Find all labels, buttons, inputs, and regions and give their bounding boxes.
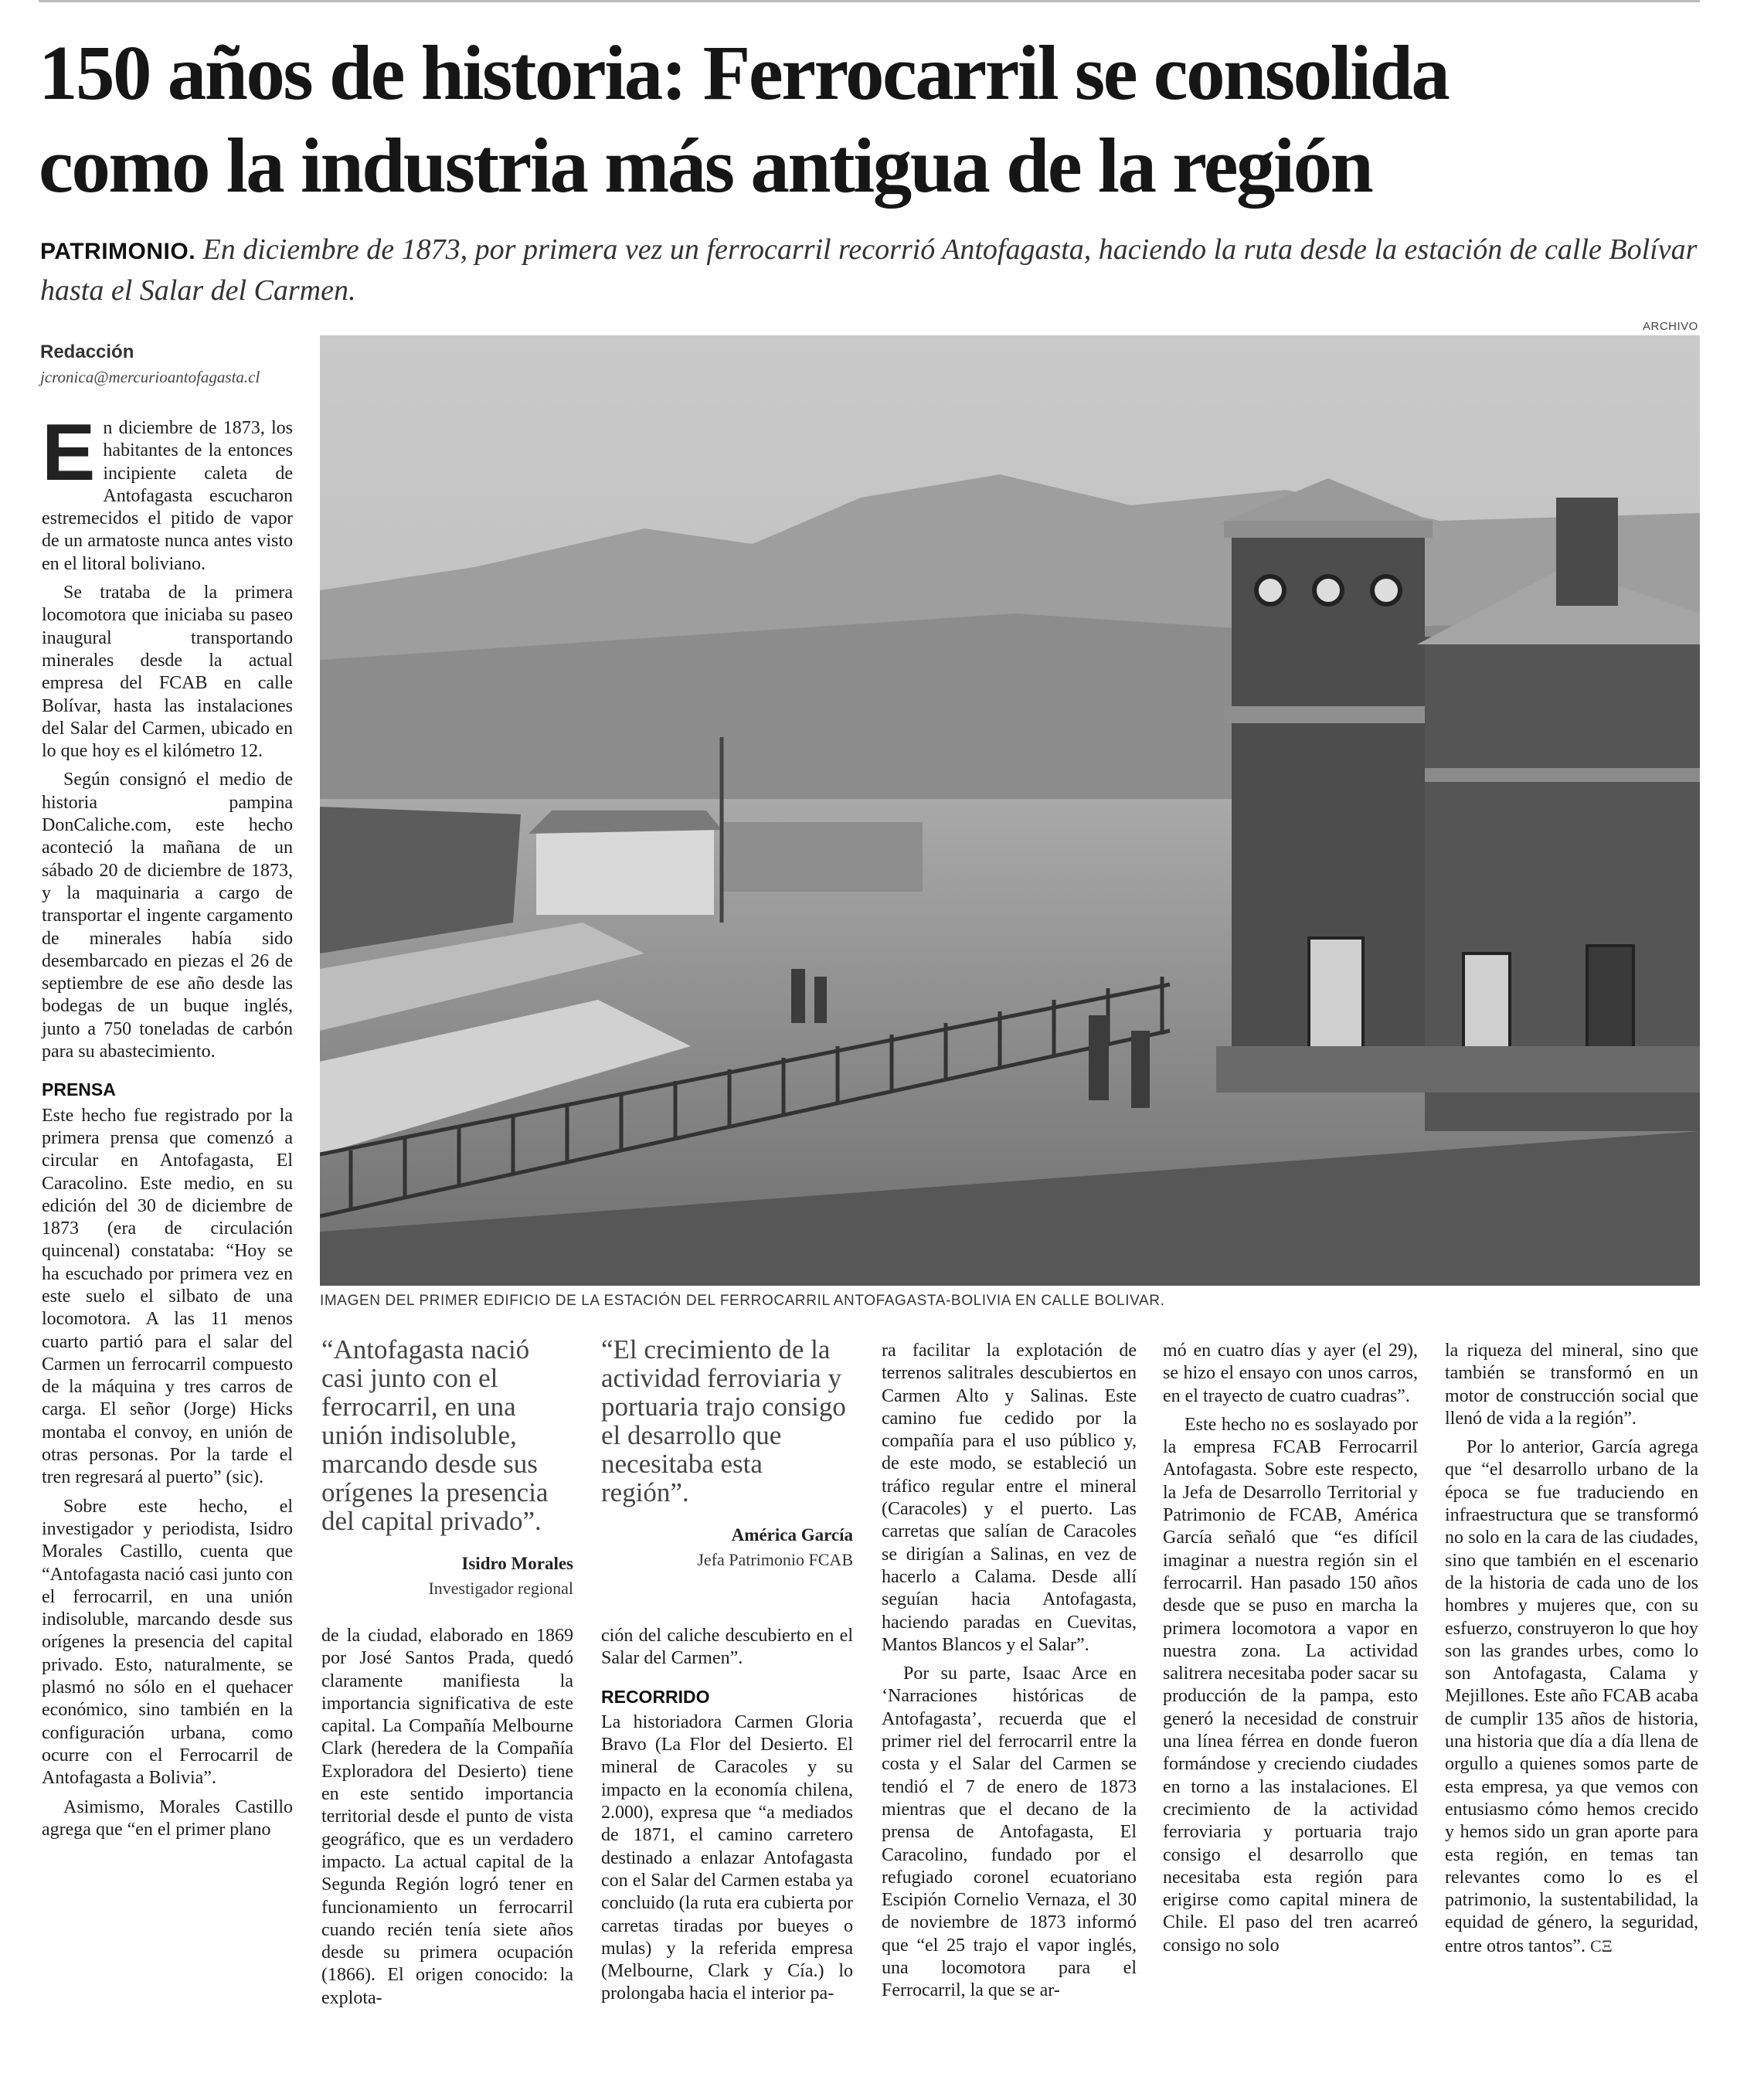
pull-quote-2 [601, 1335, 853, 1570]
column-6 [1445, 1340, 1698, 1964]
pull-quote-2-name: América García [731, 1525, 853, 1545]
station-photo [320, 335, 1700, 1286]
paragraph-12: mó en cuatro días y ayer (el 29), se hizo el ensayo con unos carros, en el trayecto de cuatro cuadras”. [1163, 1341, 1418, 1406]
pull-quote-1-name: Isidro Morales [461, 1554, 573, 1573]
paragraph-9: La historiadora Carmen Gloria Bravo (La Flor del Desierto. El mineral de Caracoles y su impacto en la economía chilena, 2.000), expresa que “a mediados de 1871, el camino carretero destinado a enlazar Antofagasta con el Salar del Carmen estaba ya concluido (la ruta era cubierta por carretas tiradas por bueyes o mulas) y la referida empresa (Melbourne, Clark y Cía.) lo prolongaba hacia el interior pa- [601, 1711, 853, 2004]
pull-quote-2-text: “El crecimiento de la actividad ferroviaria y portuaria trajo consigo el desarrollo que necesitaba esta región”. [601, 1334, 846, 1507]
headline-line-2: como la industria más antigua de la región [39, 122, 1372, 209]
paragraph-2: Se trataba de la primera locomotora que iniciaba su paseo inaugural transportando minerales desde la actual empresa del FCAB en calle Bolívar, hasta las instalaciones del Salar del Carmen, ubicado en lo que hoy es el kilómetro 12. [42, 583, 293, 762]
deck [40, 230, 1709, 310]
pull-quote-2-role: Jefa Patrimonio FCAB [697, 1550, 853, 1569]
headline-line-1: 150 años de historia: Ferrocarril se consolida [39, 29, 1449, 116]
pull-quote-1 [321, 1335, 573, 1599]
paragraph-6: Asimismo, Morales Castillo agrega que “en el primer plano [42, 1796, 293, 1840]
photo-credit: ARCHIVO [1643, 320, 1698, 333]
paragraph-10: ra facilitar la explotación de terrenos salitrales descubiertos en Carmen Alto y Salinas. Este camino fue cedido por la compañía para el uso público y, de este modo, se estableció un tráfico regular entre el mineral (Caracoles) y el puerto. Las carretas que salían de Caracoles se dirigían a Salinas, en vez de hacerlo a Calama. Desde allí seguían hacia Antofagasta, haciendo paradas en Cuevitas, Mantos Blancos y el Salar”. [882, 1341, 1137, 1655]
deck-text: En diciembre de 1873, por primera vez un ferrocarril recorrió Antofagasta, haciendo la ruta desde la estación de calle Bolívar hasta el Salar del Carmen. [40, 233, 1698, 307]
subhead-prensa: PRENSA [42, 1079, 116, 1100]
column-5 [1163, 1340, 1418, 1963]
station-illustration [320, 335, 1700, 1286]
byline-author: Redacción [40, 342, 134, 362]
pull-quote-1-role: Investigador regional [428, 1579, 573, 1598]
deck-kicker: PATRIMONIO. [40, 239, 196, 264]
paragraph-13: Este hecho no es soslayado por la empresa FCAB Ferrocarril Antofagasta. Sobre este respecto, la Jefa de Desarrollo Territorial y Patrimonio de FCAB, América García señaló que “es difícil imaginar a nuestra región sin el ferrocarril. Han pasado 150 años desde que se puso en marcha la primera locomotora a vapor en nuestra zona. La actividad salitrera necesitaba poder sacar su producción de la pampa, esto generó la necesidad de construir una línea férrea en donde fueron formándose y creciendo ciudades en torno a las instalaciones. El crecimiento de la actividad ferroviaria y portuaria trajo consigo el desarrollo que necesitaba esta región para erigirse como capital minera de Chile. El paso del tren acarreó consigo no solo [1163, 1414, 1418, 1956]
photo-caption: IMAGEN DEL PRIMER EDIFICIO DE LA ESTACIÓN DEL FERROCARRIL ANTOFAGASTA-BOLIVIA EN CALLE BOLIVAR. [320, 1293, 1165, 1309]
subhead-recorrido: RECORRIDO [601, 1686, 710, 1707]
pull-quote-1-text: “Antofagasta nació casi junto con el ferrocarril, en una unión indisoluble, marcando desde sus orígenes la presencia del capital privado”. [321, 1334, 549, 1536]
headline [39, 26, 1715, 212]
byline-email[interactable]: jcronica@mercurioantofagasta.cl [40, 368, 260, 386]
byline [40, 342, 303, 387]
column-4 [882, 1340, 1137, 2009]
paragraph-14: la riqueza del mineral, sino que también se transformó en un motor de construcción social que llenó de vida a la región”. [1445, 1341, 1698, 1429]
paragraph-3: Según consignó el medio de historia pampina DonCaliche.com, este hecho aconteció la mañana de un sábado 20 de diciembre de 1873, y la maquinaria a cargo de transportar el ingente cargamento de minerales había sido desembarcado en piezas el 26 de septiembre de ese año desde las bodegas de un buque inglés, junto a 750 toneladas de carbón para su abastecimiento. [42, 770, 293, 1062]
column-1 [42, 408, 293, 1847]
paragraph-15: Por lo anterior, García agrega que “el desarrollo urbano de la época se fue traduciendo en infraestructura que se transformó no solo en la cara de las ciudades, sino que también en el escenario de la historia de cada uno de los hombres y mujeres que, con su esfuerzo, construyeron lo que hoy son las grandes urbes, como lo son Antofagasta, Calama y Mejillones. Este año FCAB acaba de cumplir 135 años de historia, una historia que día a día llena de orgullo a quienes somos parte de esta empresa, ya que vemos con entusiasmo cómo hemos crecido y hemos sido un gran aporte para esta región, en temas tan relevantes como lo es el patrimonio, la sustentabilidad, la equidad de género, la seguridad, entre otros tantos”. CΞ [1445, 1437, 1698, 1956]
paragraph-8: ción del caliche descubierto en el Salar del Carmen”. [601, 1626, 853, 1669]
paragraph-11: Por su parte, Isaac Arce en ‘Narraciones históricas de Antofagasta’, recuerda que el primer riel del ferrocarril entre la costa y el Salar del Carmen se tendió el 7 de enero de 1873 mientras que el decano de la prensa de Antofagasta, El Caracolino, fundado por el refugiado coronel ecuatoriano Escipión Cornelio Vernaza, el 30 de noviembre de 1873 informó que “el 25 trajo el vapor inglés, una locomotora para el Ferrocarril, la que se ar- [882, 1664, 1137, 2001]
paragraph-1: En diciembre de 1873, los habitantes de la entonces incipiente caleta de Antofagasta escucharon estremecidos el pitido de vapor de un armatoste nunca antes visto en el litoral boliviano. [42, 408, 293, 574]
paragraph-5: Sobre este hecho, el investigador y periodista, Isidro Morales Castillo, cuenta que “Antofagasta nació casi junto con el ferrocarril, en una unión indisoluble, marcando desde sus orígenes la presencia del capital privado. Esto, naturalmente, se plasmó no sólo en el quehacer económico, sino también en la configuración urbana, como ocurre con el Ferrocarril de Antofagasta a Bolivia”. [42, 1496, 293, 1789]
top-rule [39, 0, 1700, 2]
paragraph-7: de la ciudad, elaborado en 1869 por José Santos Prada, quedó claramente manifiesta la importancia significativa de este capital. La Compañía Melbourne Clark (heredera de la Compañía Exploradora del Desierto) tiene en este sentido importancia territorial desde el punto de vista geográfico, que es un verdadero impacto. La actual capital de la Segunda Región logró tener en funcionamiento un ferrocarril cuando recién tenía siete años desde su primera ocupación (1866). El origen conocido: la explota- [321, 1626, 573, 2008]
end-mark-icon: CΞ [1589, 1936, 1613, 1956]
drop-cap: E [42, 408, 96, 498]
column-3 [601, 1625, 853, 2012]
column-2 [321, 1625, 573, 2016]
paragraph-4: Este hecho fue registrado por la primera prensa que comenzó a circular en Antofagasta, El Caracolino. Este medio, en su edición del 30 de diciembre de 1873 (era de circulación quincenal) constataba: “Hoy se ha escuchado por primera vez en este suelo el silbato de una locomotora. A las 11 menos cuarto partió para el salar del Carmen un ferrocarril compuesto de la máquina y tres carros de carga. El señor (Jorge) Hicks montaba el convoy, en unión de otras personas. Por la tarde el tren regresará al puerto” (sic). [42, 1105, 293, 1488]
